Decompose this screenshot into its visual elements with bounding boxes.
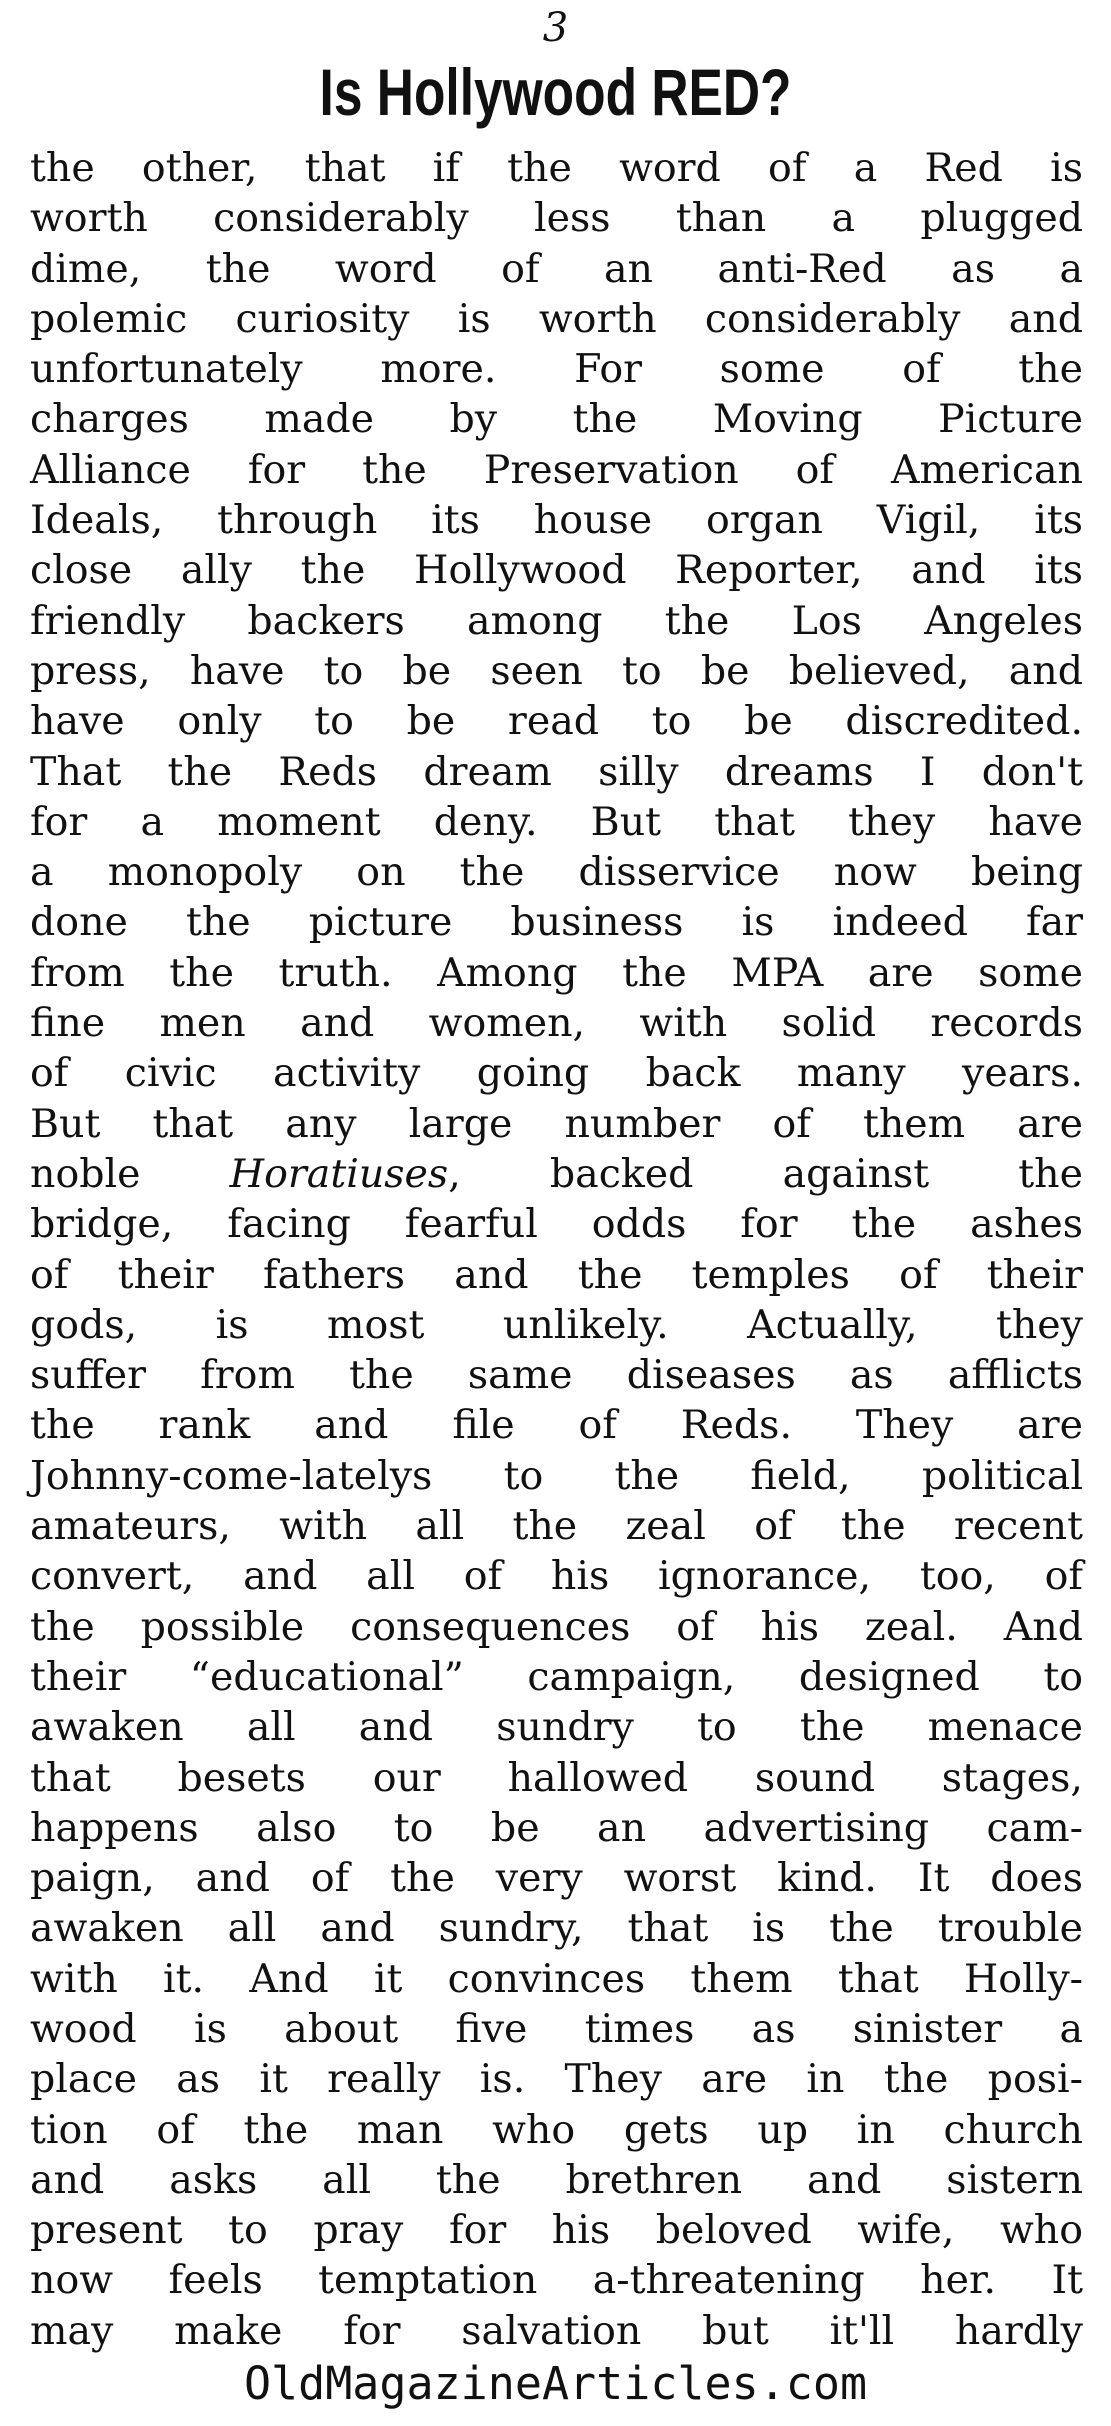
body-line: the rank and file of Reds. They are [30,1402,1083,1449]
body-line: tion of the man who gets up in church [30,2106,1083,2153]
body-line: may make for salvation but it'll hardly [30,2307,1083,2354]
article-body [30,143,1083,2356]
body-line: the possible consequences of his zeal. And [30,1603,1083,1650]
body-line: the other, that if the word of a Red is [30,145,1083,191]
body-line: close ally the Hollywood Reporter, and its [30,547,1083,594]
italic-word: Horatiuses [229,1150,449,1197]
body-line: happens also to be an advertising cam- [30,1804,1083,1851]
body-line: Alliance for the Preservation of American [30,446,1083,493]
body-line: dime, the word of an anti-Red as a [30,245,1083,292]
body-line: fine men and women, with solid records [30,1000,1083,1047]
body-line: gods, is most unlikely. Actually, they [30,1301,1083,1348]
body-line: have only to be read to be discredited. [30,698,1083,745]
body-line: suffer from the same diseases as afflicts [30,1352,1083,1399]
body-line: place as it really is. They are in the posi- [30,2056,1083,2103]
body-line-italic: noble Horatiuses, backed against the [30,1150,1083,1197]
body-line: Johnny-come-latelys to the field, political [30,1452,1083,1499]
site-watermark: OldMagazineArticles.com [243,2357,868,2410]
page-number: 3 [542,5,569,51]
body-line: that besets our hallowed sound stages, [30,1754,1083,1801]
body-line: awaken all and sundry to the menace [30,1704,1083,1751]
body-line: done the picture business is indeed far [30,899,1083,946]
body-line: bridge, facing fearful odds for the ashes [30,1201,1083,1248]
body-line: But that any large number of them are [30,1100,1083,1147]
body-line: friendly backers among the Los Angeles [30,597,1083,644]
body-line: and asks all the brethren and sistern [30,2156,1083,2203]
body-line: with it. And it convinces them that Holly- [30,1955,1083,2002]
body-line: wood is about five times as sinister a [30,2005,1083,2052]
body-line: present to pray for his beloved wife, who [30,2207,1083,2254]
body-line: of civic activity going back many years. [30,1050,1083,1097]
body-line: worth considerably less than a plugged [30,195,1083,242]
body-line: amateurs, with all the zeal of the recent [30,1503,1083,1550]
body-line: their “educational” campaign, designed to [30,1653,1083,1700]
body-line: now feels temptation a-threatening her. It [30,2257,1083,2304]
body-line: polemic curiosity is worth considerably and [30,295,1083,342]
body-line: a monopoly on the disservice now being [30,849,1083,896]
body-line: unfortunately more. For some of the [30,346,1083,393]
body-line: press, have to be seen to be believed, and [30,647,1083,694]
body-line: charges made by the Moving Picture [30,396,1083,443]
body-line: paign, and of the very worst kind. It does [30,1855,1083,1902]
body-line: awaken all and sundry, that is the trouble [30,1905,1083,1952]
article-headline: Is Hollywood RED? [319,55,792,129]
body-line: from the truth. Among the MPA are some [30,949,1083,996]
body-line: of their fathers and the temples of their [30,1251,1083,1298]
body-line: Ideals, through its house organ Vigil, its [30,497,1083,544]
body-line: for a moment deny. But that they have [30,798,1083,845]
body-line: convert, and all of his ignorance, too, of [30,1553,1083,1600]
body-line: That the Reds dream silly dreams I don't [30,748,1083,795]
